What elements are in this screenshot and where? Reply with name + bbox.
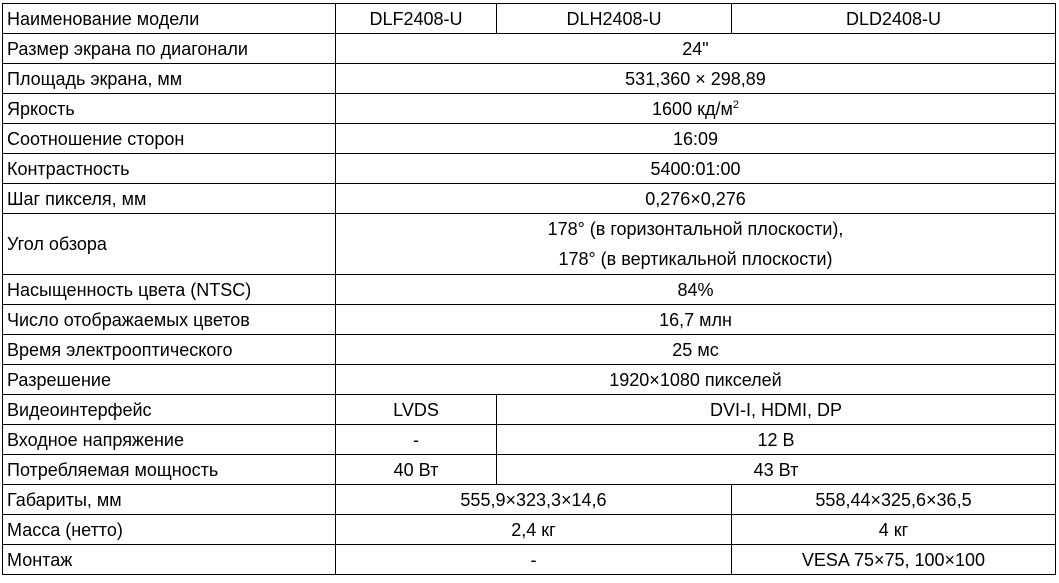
row-value [336, 94, 1056, 124]
row-label: Насыщенность цвета (NTSC) [3, 275, 336, 305]
table-row-pixel-pitch [3, 184, 1056, 214]
row-value-dld: 558,44×325,6×36,5 [732, 485, 1056, 515]
row-label: Площадь экрана, мм [3, 64, 336, 94]
row-value-dlf: LVDS [336, 395, 497, 425]
row-value-dlh-dld: 43 Вт [497, 455, 1056, 485]
row-label: Шаг пикселя, мм [3, 184, 336, 214]
row-value-dlh-dld: 12 В [497, 425, 1056, 455]
row-value: 531,360 × 298,89 [336, 64, 1056, 94]
row-label: Видеоинтерфейс [3, 395, 336, 425]
row-value: 5400:01:00 [336, 154, 1056, 184]
row-value-dld: VESA 75×75, 100×100 [732, 545, 1056, 575]
table-row-aspect [3, 124, 1056, 154]
model-dlh: DLH2408-U [497, 4, 732, 34]
brightness-value: 1600 кд/м [652, 98, 733, 119]
header-label: Наименование модели [3, 4, 336, 34]
table-row-resolution [3, 365, 1056, 395]
row-value-dlf-dlh: - [336, 545, 732, 575]
row-label: Потребляемая мощность [3, 455, 336, 485]
row-label: Монтаж [3, 545, 336, 575]
table-row-power [3, 455, 1056, 485]
row-label: Размер экрана по диагонали [3, 34, 336, 64]
row-value-dlf: - [336, 425, 497, 455]
table-row-viewing-angle [3, 214, 1056, 275]
row-value: 1920×1080 пикселей [336, 365, 1056, 395]
row-value-dlf: 40 Вт [336, 455, 497, 485]
row-label: Входное напряжение [3, 425, 336, 455]
table-row-video-interface [3, 395, 1056, 425]
row-label: Габариты, мм [3, 485, 336, 515]
table-row-weight [3, 515, 1056, 545]
table-row-response [3, 335, 1056, 365]
viewing-angle-vertical: 178° (в вертикальной плоскости) [558, 249, 833, 269]
row-label: Время электрооптического [3, 335, 336, 365]
row-value: 24" [336, 34, 1056, 64]
row-value [336, 214, 1056, 275]
table-row-dimensions [3, 485, 1056, 515]
row-value: 16,7 млн [336, 305, 1056, 335]
row-value-dlf-dlh: 2,4 кг [336, 515, 732, 545]
row-value: 16:09 [336, 124, 1056, 154]
row-value: 0,276×0,276 [336, 184, 1056, 214]
row-label: Угол обзора [3, 214, 336, 275]
table-row-mount [3, 545, 1056, 575]
table-row-header [3, 4, 1056, 34]
row-label: Соотношение сторон [3, 124, 336, 154]
model-dlf: DLF2408-U [336, 4, 497, 34]
table-row-brightness [3, 94, 1056, 124]
row-value-dld: 4 кг [732, 515, 1056, 545]
brightness-unit-superscript: 2 [732, 98, 739, 111]
row-value: 25 мс [336, 335, 1056, 365]
row-value: 84% [336, 275, 1056, 305]
table-row-color-saturation [3, 275, 1056, 305]
table-row-area [3, 64, 1056, 94]
row-label: Масса (нетто) [3, 515, 336, 545]
spec-table [2, 3, 1056, 575]
table-row-colors [3, 305, 1056, 335]
row-label: Яркость [3, 94, 336, 124]
model-dld: DLD2408-U [732, 4, 1056, 34]
table-row-contrast [3, 154, 1056, 184]
viewing-angle-horizontal: 178° (в горизонтальной плоскости), [547, 219, 844, 239]
row-value-dlf-dlh: 555,9×323,3×14,6 [336, 485, 732, 515]
table-row-input-voltage [3, 425, 1056, 455]
row-value-dlh-dld: DVI-I, HDMI, DP [497, 395, 1056, 425]
row-label: Контрастность [3, 154, 336, 184]
table-row-diagonal [3, 34, 1056, 64]
row-label: Число отображаемых цветов [3, 305, 336, 335]
row-label: Разрешение [3, 365, 336, 395]
